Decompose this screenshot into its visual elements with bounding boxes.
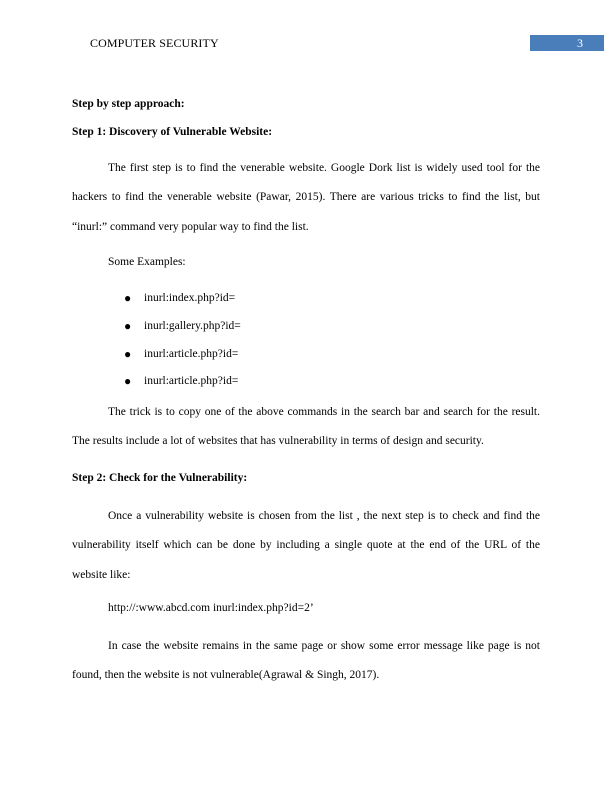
example-text: inurl:gallery.php?id= bbox=[144, 320, 241, 332]
bullet-icon: ● bbox=[124, 374, 132, 388]
step1-heading: Step 1: Discovery of Vulnerable Website: bbox=[72, 126, 273, 138]
example-text: inurl:article.php?id= bbox=[144, 348, 239, 360]
step1-paragraph: The first step is to find the venerable website. Google Dork list is widely used tool for the hackers to find the venerable website (Pawar, 2015). There are various tricks to find the list, but “inurl:” command very popular way to find the list. bbox=[72, 162, 540, 233]
step2-heading: Step 2: Check for the Vulnerability: bbox=[72, 472, 248, 484]
step2-closing-paragraph: In case the website remains in the same page or show some error message like page is not found, then the website is not vulnerable(Agrawal & Singh, 2017). bbox=[72, 640, 540, 682]
example-text: inurl:index.php?id= bbox=[144, 292, 236, 304]
page-number-badge: 3 bbox=[530, 35, 604, 51]
url-example: http://:www.abcd.com inurl:index.php?id=2’ bbox=[108, 602, 314, 614]
bullet-icon: ● bbox=[124, 347, 132, 361]
section-heading: Step by step approach: bbox=[72, 98, 185, 110]
examples-label: Some Examples: bbox=[108, 256, 186, 268]
example-text: inurl:article.php?id= bbox=[144, 375, 239, 387]
bullet-icon: ● bbox=[124, 291, 132, 305]
step1-closing-paragraph: The trick is to copy one of the above commands in the search bar and search for the result. The results include a lot of websites that has vulnerability in terms of design and security. bbox=[72, 406, 540, 448]
step2-paragraph: Once a vulnerability website is chosen from the list , the next step is to check and find the vulnerability itself which can be done by including a single quote at the end of the URL of the website like: bbox=[72, 510, 540, 581]
running-header-title: COMPUTER SECURITY bbox=[90, 36, 219, 50]
bullet-icon: ● bbox=[124, 319, 132, 333]
